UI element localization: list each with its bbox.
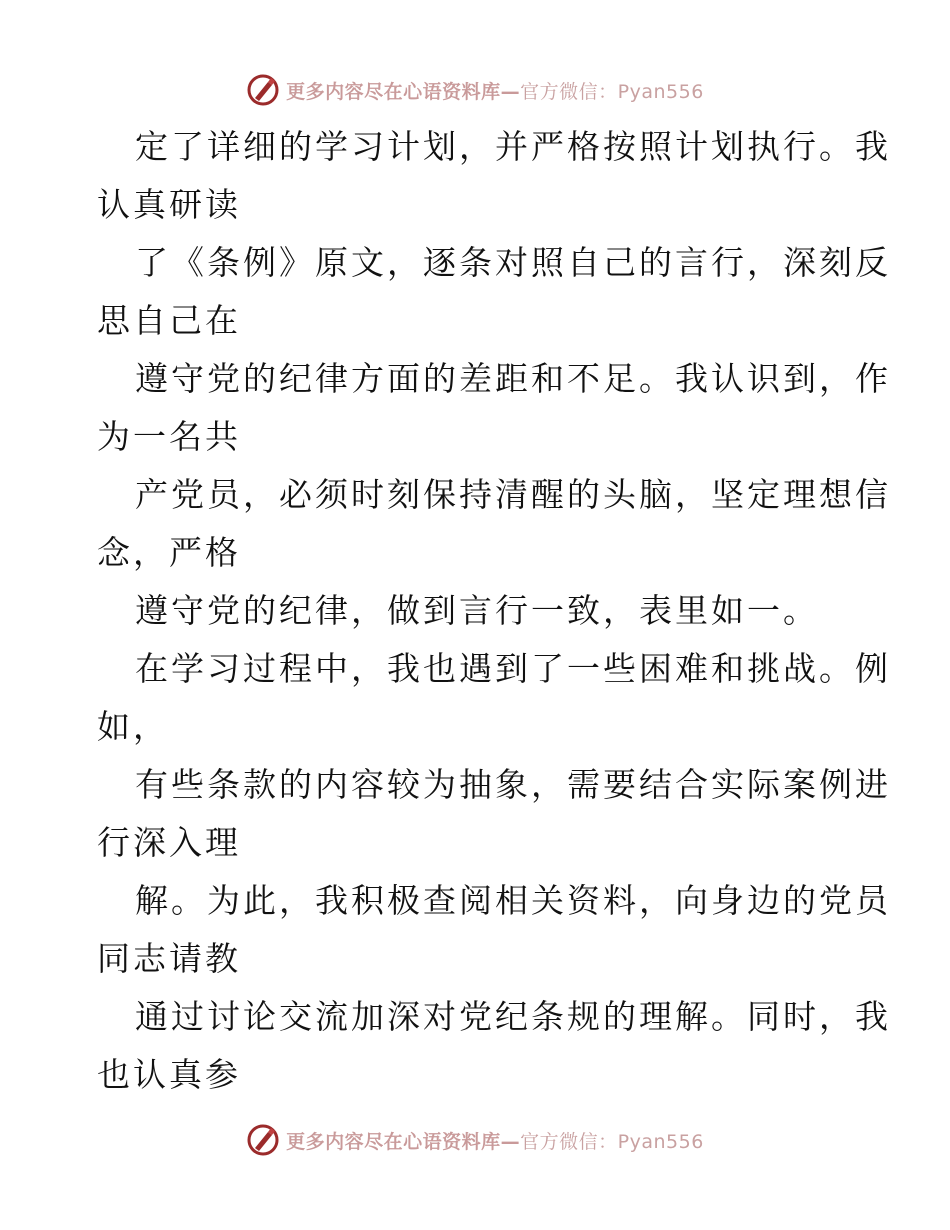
text-line: 遵守党的纪律，做到言行一致，表里如一。 <box>135 591 819 630</box>
watermark-brand: 更多内容尽在心语资料库 <box>286 80 501 103</box>
text-line: 产党员，必须时刻保持清醒的头脑，坚定理想信 <box>135 475 891 514</box>
header-watermark <box>0 70 950 110</box>
pen-logo-icon <box>246 1123 280 1157</box>
text-line: 思自己在 <box>97 301 241 340</box>
text-line: 定了详细的学习计划，并严格按照计划执行。我 <box>135 127 891 166</box>
text-line: 遵守党的纪律方面的差距和不足。我认识到，作 <box>135 359 891 398</box>
watermark-dash: — <box>500 80 521 103</box>
pen-logo-icon <box>246 73 280 107</box>
text-line: 如， <box>97 707 169 746</box>
watermark-text <box>286 1127 704 1154</box>
text-line: 在学习过程中，我也遇到了一些困难和挑战。例 <box>135 649 891 688</box>
text-line: 有些条款的内容较为抽象，需要结合实际案例进 <box>135 765 891 804</box>
text-line: 也认真参 <box>97 1055 241 1094</box>
text-line: 通过讨论交流加深对党纪条规的理解。同时，我 <box>135 997 891 1036</box>
watermark-brand: 更多内容尽在心语资料库 <box>286 1130 501 1153</box>
text-line: 解。为此，我积极查阅相关资料，向身边的党员 <box>135 881 891 920</box>
text-line: 行深入理 <box>97 823 241 862</box>
text-line: 认真研读 <box>97 185 241 224</box>
text-line: 同志请教 <box>97 939 241 978</box>
watermark-contact: 官方微信：Pyan556 <box>520 1130 704 1153</box>
watermark-contact: 官方微信：Pyan556 <box>520 80 704 103</box>
watermark-text <box>286 77 704 104</box>
footer-watermark <box>0 1120 950 1160</box>
watermark-dash: — <box>500 1130 521 1153</box>
text-line: 为一名共 <box>97 417 241 456</box>
text-line: 念，严格 <box>97 533 241 572</box>
text-line: 了《条例》原文，逐条对照自己的言行，深刻反 <box>135 243 891 282</box>
